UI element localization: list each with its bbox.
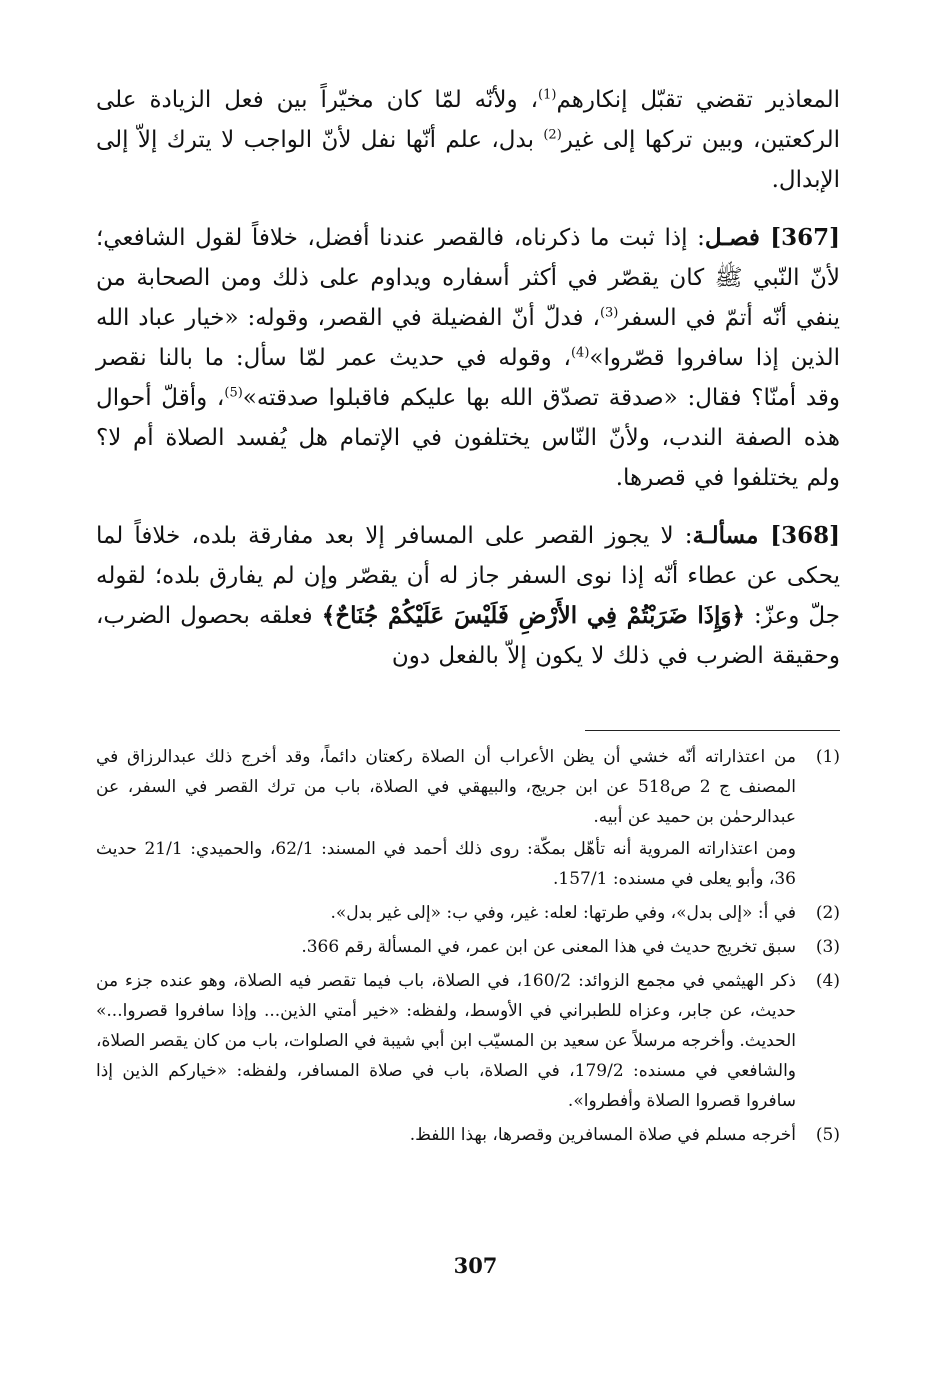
footnote-number: (4): [815, 971, 840, 991]
footnote-number: (2): [815, 903, 840, 923]
section-heading-367: [367] فصـل: [704, 224, 840, 251]
main-text: [96, 80, 840, 694]
footnote-text: في أ: «إلى بدل»، وفي طرتها: لعله: غير، وفي ب: «إلى غير بدل».: [330, 903, 796, 923]
footnote-3: [96, 932, 840, 962]
footnote-ref-4[interactable]: (4): [570, 345, 590, 361]
quran-verse: ﴿وَإِذَا ضَرَبْتُمْ فِي الأَرْضِ فَلَيْسَ عَلَيْكُمْ جُنَاحٌ﴾: [321, 602, 745, 629]
paragraph-text: ، وقوله في حديث عمر لمّا سأل: ما بالنا نقصر وقد أمنّا؟ فقال: «صدقة تصدّق الله بها عليكم فاقبلوا صدقته»: [96, 345, 841, 411]
paragraph-text: : إذا ثبت ما ذكرناه، فالقصر عندنا أفضل، خلافاً لقول الشافعي؛ لأنّ النّبي ﷺ كان يقصّر في أكثر أسفاره ويداوم على ذلك ومن الصحابة من ينفي أنّه أتمّ في السفر: [96, 225, 840, 331]
footnote-ref-1[interactable]: (1): [538, 87, 557, 103]
paragraph-text: ، وأقلّ أحوال هذه الصفة الندب، ولأنّ النّاس يختلفون في الإتمام هل يُفسد الصلاة أم لا؟ ولم يختلفوا في قصرها.: [96, 385, 840, 491]
section-heading-368: [368] مسألـة: [692, 522, 840, 549]
footnote-text: ومن اعتذاراته المروية أنه تأهّل بمكّة: روى ذلك أحمد في المسند: 62/1، والحميدي: 21/1 حديث 36، وأبو يعلى في مسنده: 157/1.: [96, 839, 796, 889]
footnote-number: (1): [815, 747, 840, 767]
footnote-number: (5): [815, 1125, 840, 1145]
paragraph-text: فعلقه بحصول الضرب، وحقيقة الضرب في ذلك لا يكون إلاّ بالفعل دون: [96, 603, 840, 669]
footnote-2: [96, 898, 840, 928]
paragraph-text: : لا يجوز القصر على المسافر إلا بعد مفارقة بلده، خلافاً لما يحكى عن عطاء أنّه إذا نوى السفر جاز له أن يقصّر وإن لم يفارق بلده؛ لقوله جلّ وعزّ:: [96, 523, 841, 629]
footnote-text: ذكر الهيثمي في مجمع الزوائد: 160/2، في الصلاة، باب فيما تقصر فيه الصلاة، وهو عنده جزء من حديث، عن جابر، وعزاه للطبراني في الأوسط، ولفظه: «خير أمتي الذين... وإذا سافروا قصروا...» الحديث. وأخرجه مرسلاً عن سعيد بن المسيّب ابن أبي شيبة في الصلوات، باب من كان يقصر الصلاة، والشافعي في مسنده: 179/2، في الصلاة، باب في صلاة المسافر، ولفظه: «خياركم الذين إذا سافروا قصروا الصلاة وأفطروا».: [96, 971, 797, 1111]
footnote-5: [96, 1120, 840, 1150]
paragraph-367: [96, 218, 840, 498]
footnote-text: أخرجه مسلم في صلاة المسافرين وقصرها، بهذا اللفظ.: [409, 1125, 796, 1145]
paragraph-text: ، ولأنّه لمّا كان مخيّراً بين فعل الزيادة على الركعتين، وبين تركها إلى غير: [96, 87, 840, 153]
paragraph-text: ، فدلّ أنّ الفضيلة في القصر، وقوله: «خيار عباد الله الذين إذا سافروا قصّروا»: [96, 305, 840, 371]
paragraph-text: المعاذير تقضي تقبّل إنكارهم: [556, 87, 841, 113]
footnote-text: سبق تخريج حديث في هذا المعنى عن ابن عمر، في المسألة رقم 366.: [301, 937, 796, 957]
footnote-separator: [585, 730, 840, 731]
footnotes: [96, 742, 840, 1154]
paragraph-1: [96, 80, 840, 200]
footnote-1: [96, 742, 840, 894]
page-number: 307: [453, 1253, 498, 1278]
footnote-number: (3): [815, 937, 840, 957]
footnote-4: [96, 966, 840, 1116]
footnote-ref-3[interactable]: (3): [599, 305, 619, 321]
paragraph-text: بدل، علم أنّها نفل لأنّ الواجب لا يترك إلاّ إلى الإبدال.: [96, 127, 840, 193]
paragraph-368: [96, 516, 840, 676]
footnote-ref-5[interactable]: (5): [224, 385, 243, 401]
footnote-ref-2[interactable]: (2): [543, 127, 562, 143]
footnote-text: من اعتذاراته أنّه خشي أن يظن الأعراب أن الصلاة ركعتان دائماً، وقد أخرج ذلك عبدالرزاق في المصنف ج 2 ص518 عن ابن جريج، والبيهقي في الصلاة، باب من ترك القصر في السفر، عن عبدالرحمٰن بن حميد عن أبيه.: [96, 747, 796, 827]
